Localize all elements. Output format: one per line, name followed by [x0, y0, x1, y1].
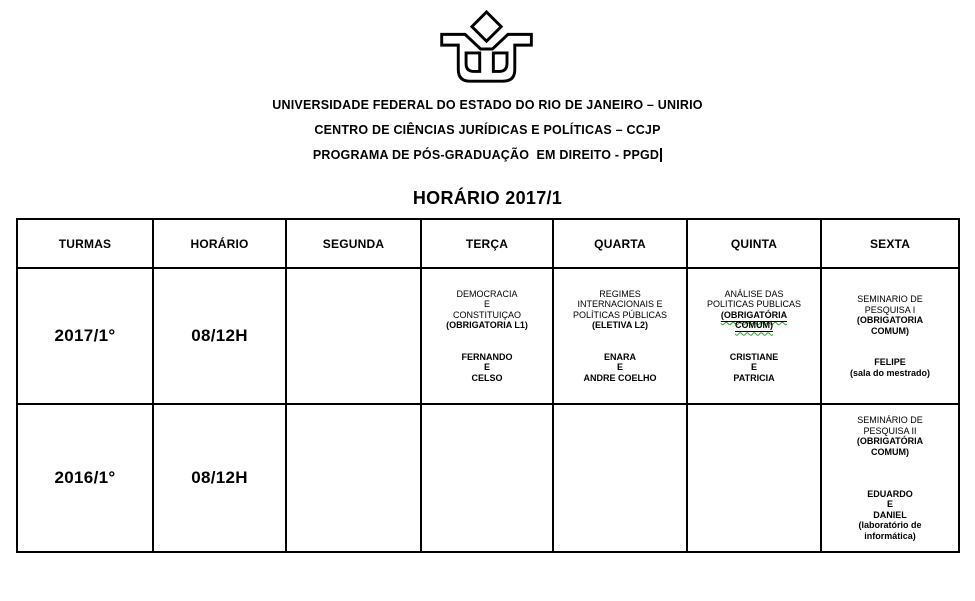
column-header-segunda[interactable]: SEGUNDA — [286, 219, 421, 268]
column-header-quinta[interactable]: QUINTA — [687, 219, 821, 268]
blank-line — [822, 457, 958, 468]
blank-line — [688, 331, 820, 342]
blank-line — [422, 341, 552, 352]
cell-horario-2016[interactable]: 08/12H — [153, 404, 286, 552]
schedule-line-grammar-checked: COMUM) — [735, 320, 773, 331]
document-header — [0, 8, 975, 209]
schedule-line: DEMOCRACIA — [456, 288, 518, 299]
schedule-line: E — [616, 362, 623, 373]
schedule-line: CELSO — [471, 372, 503, 383]
cell-2016-quarta[interactable] — [553, 404, 687, 552]
cell-2017-quarta[interactable] — [553, 268, 687, 404]
schedule-line: (OBRIGATORIA — [856, 315, 924, 325]
schedule-line: FERNANDO — [461, 351, 513, 362]
schedule-line: ANÁLISE DAS — [724, 288, 784, 299]
schedule-line: PESQUISA II — [863, 425, 917, 436]
schedule-line: CONSTITUIÇAO — [452, 309, 521, 320]
institution-line-2[interactable] — [0, 118, 975, 143]
schedule-line: E — [750, 362, 757, 373]
schedule-line: SEMINARIO DE — [857, 294, 923, 304]
cell-2017-quinta[interactable] — [687, 268, 821, 404]
unirio-logo — [431, 8, 545, 91]
schedule-line: SEMINÁRIO DE — [857, 415, 923, 425]
cell-2016-segunda[interactable] — [286, 404, 421, 552]
column-header-turmas[interactable]: TURMAS — [17, 219, 153, 268]
schedule-line: PESQUISA I — [864, 304, 916, 315]
institution-name-block — [0, 93, 975, 168]
cell-2016-terca[interactable] — [421, 404, 553, 552]
schedule-line: REGIMES — [599, 288, 641, 299]
table-row-2017-1 — [17, 268, 959, 404]
schedule-line: (laboratório de — [858, 520, 922, 530]
schedule-line: E — [483, 299, 490, 310]
schedule-line: POLITICAS PUBLICAS — [706, 299, 802, 310]
schedule-table — [16, 218, 960, 553]
schedule-line: PATRICIA — [733, 372, 775, 383]
schedule-line: EDUARDO — [867, 488, 913, 499]
schedule-line: (ELETIVA L2) — [592, 320, 648, 331]
institution-line-1[interactable] — [0, 93, 975, 118]
table-row-2016-1 — [17, 404, 959, 552]
blank-line — [822, 347, 958, 358]
blank-line — [422, 331, 552, 342]
blank-line — [554, 341, 686, 352]
schedule-line: INTERNACIONAIS E — [577, 299, 663, 310]
cell-2016-sexta[interactable] — [821, 404, 959, 552]
column-header-horario[interactable]: HORÁRIO — [153, 219, 286, 268]
schedule-line: E — [886, 499, 893, 509]
schedule-line-grammar-checked: (OBRIGATÓRIA — [720, 309, 788, 320]
column-header-terca[interactable]: TERÇA — [421, 219, 553, 268]
column-header-quarta[interactable]: QUARTA — [553, 219, 687, 268]
schedule-line: CRISTIANE — [729, 351, 779, 362]
schedule-line: ENARA — [603, 351, 636, 362]
cell-horario-2017[interactable]: 08/12H — [153, 268, 286, 404]
blank-line — [822, 478, 958, 489]
cell-2017-segunda[interactable] — [286, 268, 421, 404]
schedule-line: POLÍTICAS PÚBLICAS — [572, 309, 668, 320]
blank-line — [554, 331, 686, 342]
schedule-line: E — [483, 362, 490, 373]
schedule-line: (sala do mestrado) — [849, 367, 931, 378]
column-header-sexta[interactable]: SEXTA — [821, 219, 959, 268]
cell-2017-sexta[interactable] — [821, 268, 959, 404]
schedule-line: FELIPE — [874, 357, 906, 367]
blank-line — [688, 341, 820, 352]
page-title[interactable] — [0, 187, 975, 209]
institution-line-1-text: UNIVERSIDADE FEDERAL DO ESTADO DO RIO DE JANEIRO – UNIRIO — [272, 98, 703, 112]
blank-line — [822, 468, 958, 479]
institution-line-3[interactable] — [0, 143, 975, 168]
schedule-line: informática) — [864, 530, 916, 541]
schedule-line: COMUM) — [871, 325, 909, 336]
cell-2017-terca[interactable] — [421, 268, 553, 404]
text-cursor-caret — [660, 148, 662, 162]
blank-line — [822, 336, 958, 347]
schedule-line: ANDRE COELHO — [583, 372, 657, 383]
cell-turma-2016[interactable]: 2016/1° — [17, 404, 153, 552]
schedule-line: COMUM) — [871, 446, 909, 457]
page-title-text: HORÁRIO 2017/1 — [412, 188, 563, 208]
cell-2016-quinta[interactable] — [687, 404, 821, 552]
logo-diamond — [471, 12, 500, 41]
cell-turma-2017[interactable]: 2017/1° — [17, 268, 153, 404]
institution-line-2-text: CENTRO DE CIÊNCIAS JURÍDICAS E POLÍTICAS – CCJP — [314, 123, 661, 137]
schedule-line: DANIEL — [873, 509, 907, 520]
institution-line-3-text: PROGRAMA DE PÓS-GRADUAÇÃO EM DIREITO - PPGD — [312, 148, 660, 162]
schedule-line: (OBRIGATÓRIA — [856, 436, 924, 446]
header-row — [17, 219, 959, 268]
schedule-line: (OBRIGATORIA L1) — [446, 320, 528, 331]
